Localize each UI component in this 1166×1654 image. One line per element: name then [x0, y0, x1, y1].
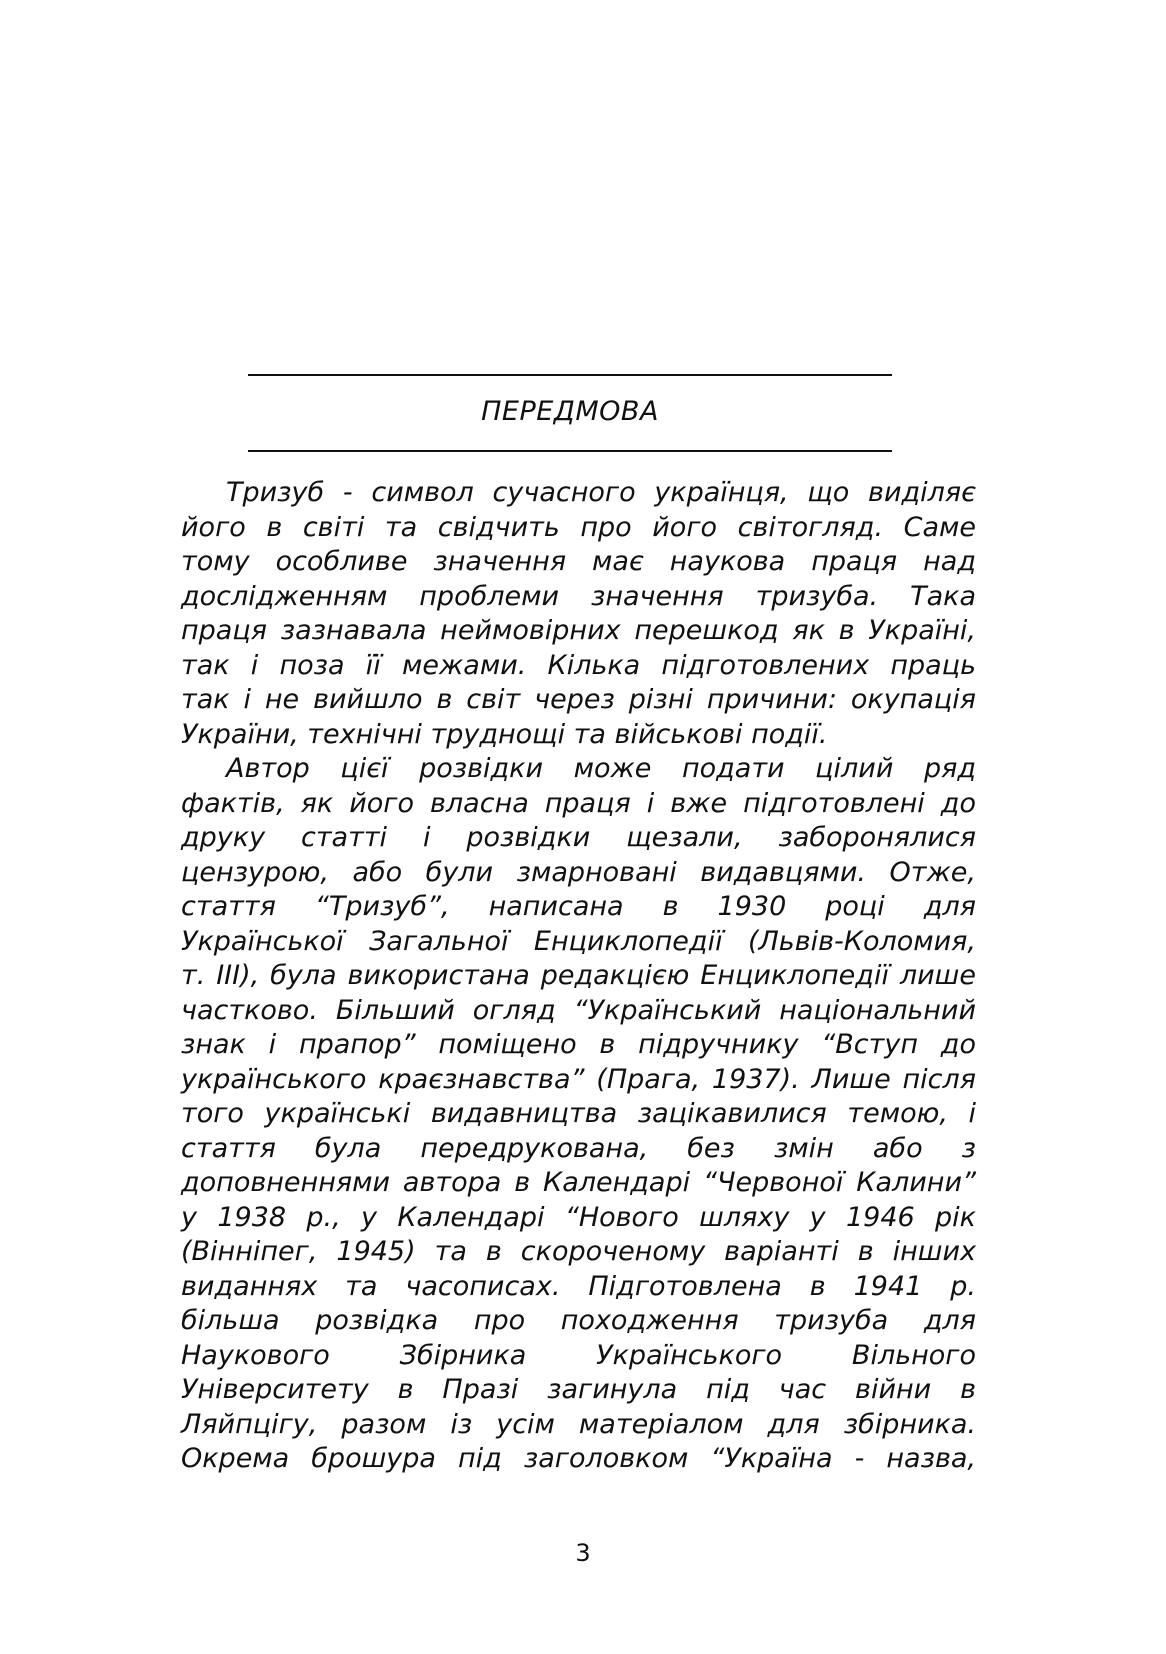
text-line: Української Загальної Енциклопедії (Львів-Коломия,: [181, 925, 976, 957]
text-line: Наукового Збірника Українського Вільного: [181, 1339, 976, 1371]
text-line: так і не вийшло в світ через різні причини: окупація: [181, 684, 976, 715]
text-line: праця зазнавала неймовірних перешкод як в Україні,: [181, 615, 976, 646]
text-line: дослідженням проблеми значення тризуба. Така: [181, 580, 976, 612]
text-line: так і поза її межами. Кілька підготовлених праць: [181, 649, 976, 681]
heading-bottom-rule: [248, 450, 892, 452]
text-line: частково. Більший огляд “Український національний: [181, 994, 976, 1026]
text-line: Університету в Празі загинула під час війни в: [181, 1374, 976, 1405]
text-line: фактів, як його власна праця і вже підготовлені до: [181, 787, 976, 819]
body-text: [181, 476, 976, 1477]
text-line: у 1938 р., у Календарі “Нового шляху у 1946 рік: [181, 1201, 976, 1233]
text-line: доповненнями автора в Календарі “Червоної Калини”: [181, 1167, 976, 1198]
text-line: тому особливе значення має наукова праця над: [181, 546, 976, 577]
text-line: цензурою, або були змарновані видавцями. Отже,: [181, 856, 976, 888]
text-line: знак і прапор” поміщено в підручнику “Вступ до: [181, 1029, 976, 1060]
text-line: Автор цієї розвідки може подати цілий ряд: [226, 753, 976, 784]
text-line: України, технічні труднощі та військові події.: [181, 718, 828, 750]
text-line: більша розвідка про походження тризуба для: [181, 1305, 976, 1336]
page-number: 3: [575, 1539, 591, 1567]
heading-top-rule: [248, 374, 892, 376]
text-line: українського краєзнавства” (Прага, 1937). Лише після: [181, 1063, 976, 1095]
page-heading: ПЕРЕДМОВА: [481, 396, 659, 427]
text-line: друку статті і розвідки щезали, заборонялися: [181, 822, 976, 853]
text-line: його в світі та свідчить про його світогляд. Саме: [181, 511, 976, 543]
text-line: Окрема брошура під заголовком “Україна - назва,: [181, 1443, 976, 1474]
text-line: т. III), була використана редакцією Енциклопедії лише: [181, 960, 976, 991]
text-line: (Вінніпег, 1945) та в скороченому варіанті в інших: [181, 1236, 976, 1267]
text-line: того українські видавництва зацікавилися темою, і: [181, 1098, 976, 1129]
text-line: Тризуб - символ сучасного українця, що виділяє: [226, 477, 976, 508]
text-line: стаття “Тризуб”, написана в 1930 році для: [181, 891, 976, 922]
text-line: стаття була передрукована, без змін або з: [181, 1132, 976, 1164]
text-line: виданнях та часописах. Підготовлена в 1941 р.: [181, 1270, 976, 1302]
text-line: Ляйпцігу, разом із усім матеріалом для збірника.: [181, 1408, 976, 1440]
